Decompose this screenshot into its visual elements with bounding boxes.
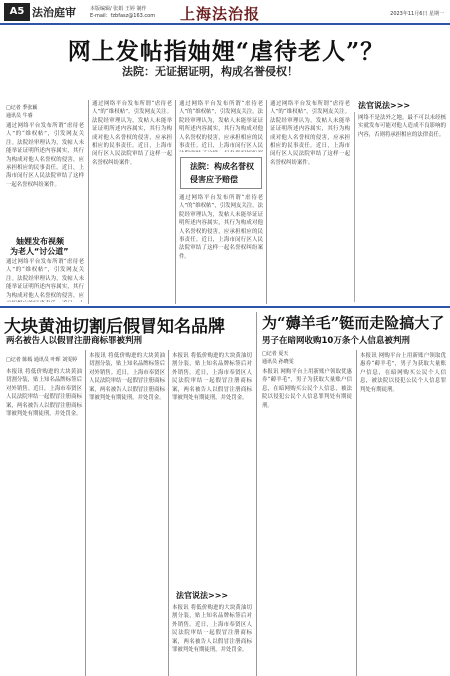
left-byline: □记者 陈嫣 通讯员 叶晖 刘雯婷	[6, 357, 78, 363]
top-col2-text: 通过网络平台发布所谓“虐待老人”的“维权帖”，引发网友关注。法院经审理认为，发帖人未能举证证明所述内容属实，其行为构成对他人名誉权的侵害，应承担相应的民事责任。近日，上海市闵行区人民法院审结了这样一起名誉权纠纷案件。	[92, 101, 172, 166]
top-col4-text: 通过网络平台发布所谓“虐待老人”的“维权帖”，引发网友关注。法院经审理认为，发帖人未能举证证明所述内容属实，其行为构成对他人名誉权的侵害，应承担相应的民事责任。近日，上海市闵行区人民法院审结了这样一起名誉权纠纷案件。	[270, 101, 350, 166]
right-byline-2: 通讯员 孙晓雯	[262, 359, 294, 365]
top-col3-subhead: 法院：构成名誉权	[190, 162, 254, 171]
editor-line: 本版编辑/ 张娟 王婷 制作	[90, 6, 147, 12]
col-divider	[85, 350, 86, 676]
col-divider	[356, 350, 357, 676]
comment-label: 法官说法>>>	[358, 101, 411, 110]
email-line: E-mail：fzbfasz@163.com	[90, 13, 156, 19]
col-divider	[88, 100, 89, 304]
top-subhead-1: 妯娌发布视频	[16, 237, 64, 246]
left-col1-text: 本报讯 将低价购进的大块黄油切割分装，贴上知名品牌标签后对外销售。近日，上海市奉贤区人民法院审结一起假冒注册商标案，两名被告人以假冒注册商标罪被判处有期徒刑，并处罚金。	[6, 369, 82, 418]
left-col3-text: 本报讯 将低价购进的大块黄油切割分装，贴上知名品牌标签后对外销售。近日，上海市奉贤区人民法院审结一起假冒注册商标案，两名被告人以假冒注册商标罪被判处有期徒刑，并处罚金。	[172, 353, 252, 402]
page-number: A5	[4, 3, 30, 21]
left-deck: 两名被告人以假冒注册商标罪被判刑	[6, 336, 143, 346]
comment-text: 网络不是法外之地。最不可以未经核实就发布可能对他人造成不良影响的内容，否则将承担相应的法律责任。	[358, 115, 446, 138]
right-col2-text: 本报讯 网购平台上用新账户领取优惠券“薅羊毛”，男子为获取大量账户信息，在暗网购买公民个人信息，被法院以侵犯公民个人信息罪判处有期徒刑。	[360, 353, 446, 393]
top-col3-subhead-2: 侵害应予赔偿	[190, 175, 238, 184]
top-headline: 网上发帖指妯娌“虐待老人”？	[67, 38, 385, 65]
left-headline: 大块黄油切割后假冒知名品牌	[4, 317, 225, 337]
left-col3-text-2: 本报讯 将低价购进的大块黄油切割分装，贴上知名品牌标签后对外销售。近日，上海市奉贤区人民法院审结一起假冒注册商标案，两名被告人以假冒注册商标罪被判处有期徒刑，并处罚金。	[172, 605, 252, 654]
top-col3-text-2: 通过网络平台发布所谓“虐待老人”的“维权帖”，引发网友关注。法院经审理认为，发帖人未能举证证明所述内容属实，其行为构成对他人名誉权的侵害，应承担相应的民事责任。近日，上海市闵行区人民法院审结了这样一起名誉权纠纷案件。	[179, 195, 263, 260]
page-header	[0, 0, 450, 24]
top-subhead-2: 为老人“讨公道”	[10, 247, 69, 256]
right-headline: 为“薅羊毛”铤而走险搞大了	[262, 314, 445, 332]
top-col3-text: 通过网络平台发布所谓“虐待老人”的“维权帖”，引发网友关注。法院经审理认为，发帖人未能举证证明所述内容属实，其行为构成对他人名誉权的侵害，应承担相应的民事责任。近日，上海市闵行区人民	[179, 101, 263, 150]
right-byline-1: □记者 夏天	[262, 351, 289, 357]
col-divider	[175, 100, 176, 304]
right-col1-text: 本报讯 网购平台上用新账户领取优惠券“薅羊毛”，男子为获取大量账户信息，在暗网购买公民个人信息，被法院以侵犯公民个人信息罪判处有期徒刑。	[262, 369, 352, 409]
section-rule	[0, 306, 450, 308]
top-col1-text: 通过网络平台发布所谓“虐待老人”的“维权帖”，引发网友关注。法院经审理认为，发帖人未能举证证明所述内容属实，其行为构成对他人名誉权的侵害，应承担相应的民事责任。近日，上海市闵行区人民法院审结了这样一起名誉权纠纷案件。	[6, 123, 84, 188]
issue-date: 2023年11月6日 星期一	[390, 11, 444, 17]
left-col2-text: 本报讯 将低价购进的大块黄油切割分装，贴上知名品牌标签后对外销售。近日，上海市奉贤区人民法院审结一起假冒注册商标案，两名被告人以假冒注册商标罪被判处有期徒刑，并处罚金。	[89, 353, 165, 402]
top-byline	[6, 104, 37, 120]
col-divider	[168, 350, 169, 676]
top-byline-1: □记者 季张颖	[6, 105, 38, 111]
section-title: 法治庭审	[32, 6, 76, 19]
left-mid-label: 法官说法>>>	[176, 591, 229, 600]
right-byline	[262, 350, 294, 366]
top-deck: 法院：无证据证明，构成名誉侵权！	[122, 65, 298, 78]
header-rule	[0, 23, 450, 25]
top-col1-text-2: 通过网络平台发布所谓“虐待老人”的“维权帖”，引发网友关注。法院经审理认为，发帖人未能举证证明所述内容属实，其行为构成对他人名誉权的侵害，应	[6, 259, 84, 299]
top-byline-2: 通讯员 牛睿	[6, 113, 33, 119]
col-divider	[256, 312, 257, 676]
col-divider	[266, 100, 267, 304]
masthead-logo: 上海法治报	[180, 5, 261, 23]
right-deck: 男子在暗网收购10万条个人信息被判刑	[262, 336, 410, 346]
